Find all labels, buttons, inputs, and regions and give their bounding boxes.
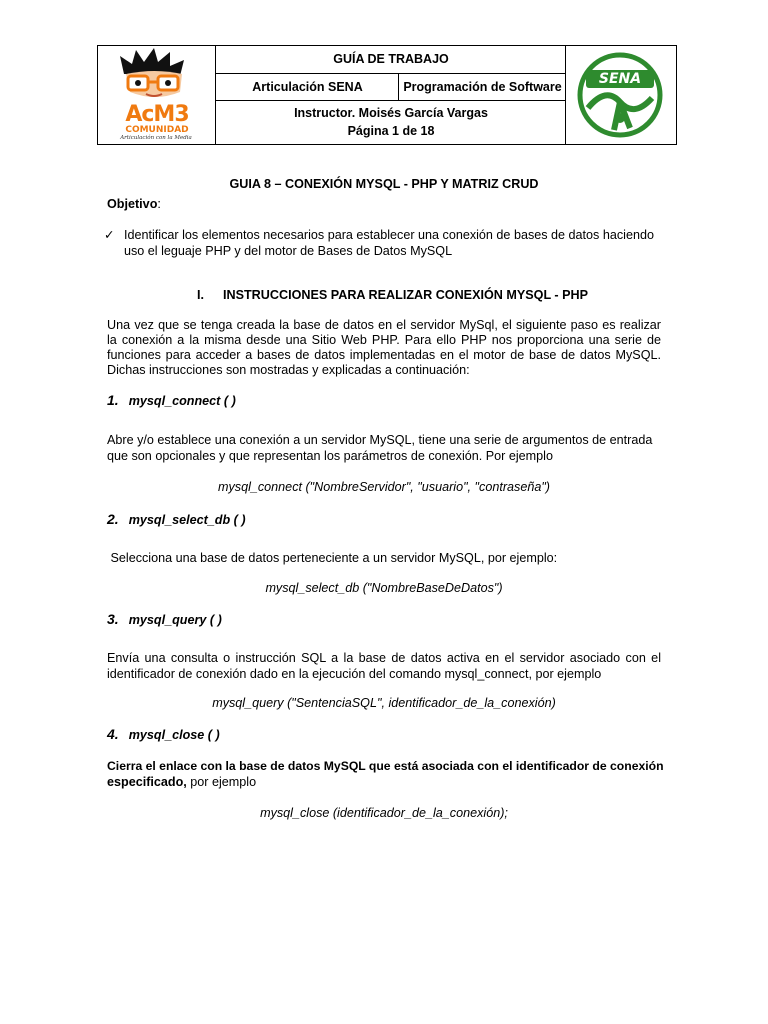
objective-line-1: Identificar los elementos necesarios para establecer una conexión de bases de datos haciendo (124, 228, 654, 242)
sena-logo-text: SENA (598, 71, 642, 87)
guide-title: GUIA 8 – CONEXIÓN MYSQL - PHP Y MATRIZ CRUD (229, 177, 539, 191)
section-number: I. (197, 288, 204, 302)
item-4-desc-2 (107, 774, 256, 790)
item-3-name: mysql_query ( ) (128, 613, 222, 627)
item-3-desc-1: Envía una consulta o instrucción SQL a la base de datos activa en el servidor asociado con el (107, 651, 661, 665)
item-4-name: mysql_close ( ) (128, 728, 220, 742)
objective-line-2: uso el leguaje PHP y del motor de Bases de Datos MySQL (124, 244, 453, 258)
sena-logo (565, 46, 676, 144)
item-1-desc-2: que son opcionales y que representan los parámetros de conexión. Por ejemplo (107, 449, 553, 463)
header-table (97, 45, 677, 145)
item-2-example: mysql_select_db ("NombreBaseDeDatos") (265, 581, 503, 595)
item-2-number: 2. (107, 511, 119, 527)
sena-figure-icon (566, 46, 675, 144)
section-title: INSTRUCCIONES PARA REALIZAR CONEXIÓN MYSQL - PHP (223, 288, 589, 302)
item-1-heading (107, 392, 236, 409)
acme-logo-subtitle: COMUNIDAD (125, 125, 189, 135)
item-1-name: mysql_connect ( ) (128, 394, 236, 408)
check-icon: ✓ (104, 228, 115, 242)
item-1-desc-1: Abre y/o establece una conexión a un servidor MySQL, tiene una serie de argumentos de entrada (107, 433, 653, 447)
intro-line-4: Dichas instrucciones son mostradas y explicadas a continuación: (107, 363, 470, 377)
intro-line-1: Una vez que se tenga creada la base de datos en el servidor MySql, el siguiente paso es realizar (107, 318, 661, 332)
intro-line-2: la conexión a la misma desde una Sitio Web PHP. Para ello PHP nos proporciona una serie de (107, 333, 661, 347)
item-3-heading (107, 611, 222, 628)
item-2-heading (107, 511, 246, 528)
header-programa: Programación de Software (403, 80, 562, 94)
acme-logo-word: AcM3 (125, 102, 189, 127)
objective-label: Objetivo (107, 197, 158, 211)
header-pagina: Página 1 de 18 (347, 123, 435, 138)
item-4-desc-1: Cierra el enlace con la base de datos MySQL que está asociada con el identificador de conexión (107, 759, 664, 773)
item-3-example: mysql_query ("SentenciaSQL", identificador_de_la_conexión) (212, 696, 556, 710)
item-1-number: 1. (107, 392, 119, 408)
item-1-example: mysql_connect ("NombreServidor", "usuario", "contraseña") (217, 480, 550, 494)
item-4-desc-2-rest: por ejemplo (186, 775, 257, 789)
header-articulacion: Articulación SENA (252, 80, 363, 94)
objective-colon: : (157, 197, 161, 211)
objective-heading (107, 196, 161, 212)
item-2-name: mysql_select_db ( ) (128, 513, 246, 527)
item-4-desc-2-bold: especificado, (107, 775, 187, 789)
item-3-desc-2: identificador de conexión dado en la ejecución del comando mysql_connect, por ejemplo (107, 667, 602, 681)
header-title: GUÍA DE TRABAJO (333, 52, 449, 66)
item-2-desc-1: Selecciona una base de datos perteneciente a un servidor MySQL, por ejemplo: (107, 551, 558, 565)
acme-logo (98, 46, 216, 144)
item-3-number: 3. (107, 611, 119, 627)
acme-logo-tagline: Articulación con la Media (120, 135, 192, 141)
item-4-number: 4. (107, 726, 119, 742)
item-4-heading (107, 726, 220, 743)
header-instructor: Instructor. Moisés García Vargas (294, 105, 488, 120)
item-4-example: mysql_close (identificador_de_la_conexión); (260, 806, 508, 820)
intro-line-3: funciones para acceder a bases de datos implementadas en el motor de base de datos MySQL. (107, 348, 661, 362)
